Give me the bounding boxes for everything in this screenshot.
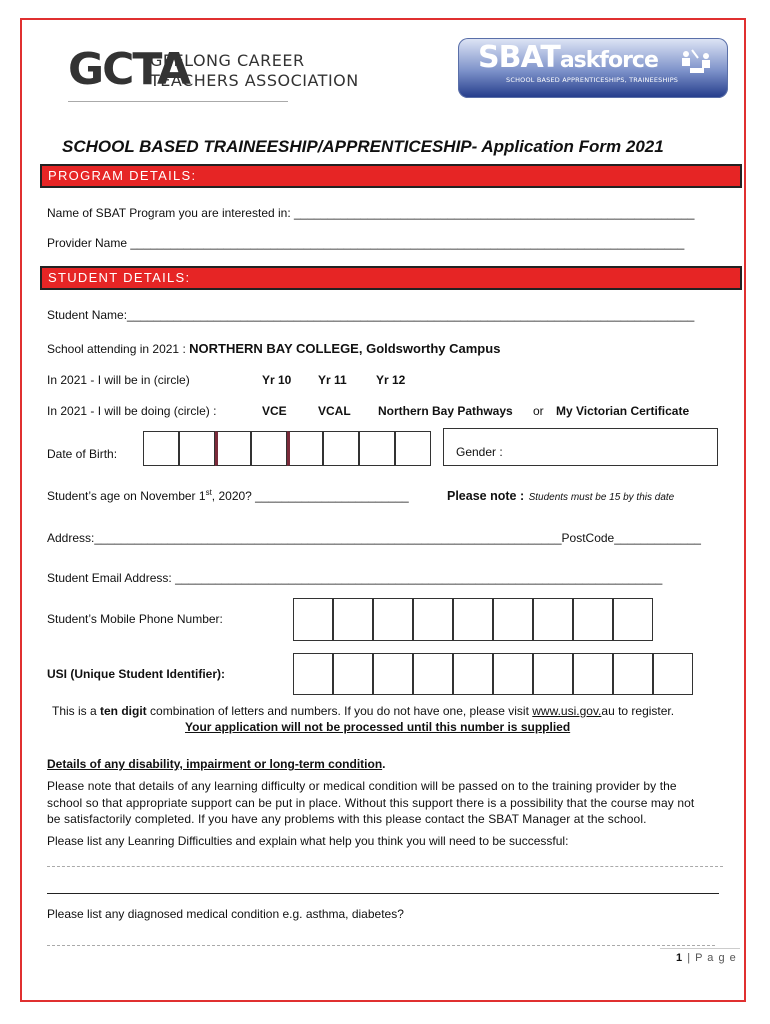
dob-box[interactable] [215,431,251,466]
gcta-logo-rule [68,101,288,102]
gender-label: Gender : [456,445,503,459]
usi-info-b: combination of letters and numbers. If you do not have one, please visit [146,704,533,718]
page-number [676,952,737,964]
year-option-10[interactable]: Yr 10 [262,373,292,387]
footer-rule [660,948,740,949]
school-label: School attending in 2021 : [47,342,190,356]
student-details-heading: STUDENT DETAILS: [40,266,742,290]
usi-box[interactable] [653,653,693,695]
learning-difficulties-label: Please list any Leanring Difficulties and explain what help you think you will need to be successful: [47,834,569,848]
disability-para-2: school so that appropriate support can be put in place. Without this support there is a possibility that the course may not [47,796,695,810]
address-field[interactable]: Address:______________________________________________________________________PostCode_____________ [47,531,701,545]
disability-heading-period: . [382,757,386,771]
provider-field[interactable]: Provider Name ___________________________________________________________________________________ [47,236,685,250]
usi-website-link[interactable]: www.usi.gov. [532,704,602,718]
age-label-b: , 2020? _______________________ [211,489,409,503]
dob-boxes[interactable] [143,431,431,466]
dob-box[interactable] [395,431,431,466]
mobile-box[interactable] [533,598,573,641]
please-note-text: Students must be 15 by this date [528,492,675,503]
doing-or: or [533,404,544,418]
mobile-box[interactable] [293,598,333,641]
mobile-boxes[interactable] [293,598,653,641]
dob-box[interactable] [251,431,287,466]
doing-option-vcal[interactable]: VCAL [318,404,351,418]
disability-heading-text: Details of any disability, impairment or long-term condition [47,757,383,771]
mobile-box[interactable] [373,598,413,641]
please-note-label: Please note : [447,489,525,503]
disability-heading [47,757,386,771]
age-field[interactable] [47,488,409,503]
sbat-program-field[interactable]: Name of SBAT Program you are interested in: ____________________________________________________________ [47,206,695,220]
doing-label: In 2021 - I will be doing (circle) : [47,404,217,418]
dob-box[interactable] [287,431,323,466]
gender-field[interactable] [443,428,718,466]
age-note [447,487,674,505]
dob-box[interactable] [359,431,395,466]
learning-answer-line-2[interactable] [47,893,719,894]
age-label-sup: st [205,488,212,497]
program-details-heading: PROGRAM DETAILS: [40,164,742,188]
usi-info-bold: ten digit [100,704,147,718]
doing-option-mvc[interactable]: My Victorian Certificate [556,404,690,418]
usi-info-c: au to register. [601,704,675,718]
medical-condition-label: Please list any diagnosed medical condition e.g. asthma, diabetes? [47,907,404,921]
gcta-logo-line2: TEACHERS ASSOCIATION [150,71,359,90]
medical-answer-line[interactable] [47,945,715,946]
sbat-logo-sub: SCHOOL BASED APPRENTICESHIPS, TRAINEESHIPS [506,76,679,84]
school-row [47,341,500,356]
mobile-box[interactable] [573,598,613,641]
email-field[interactable]: Student Email Address: _________________________________________________________________________ [47,571,663,585]
usi-box[interactable] [333,653,373,695]
page-num: 1 [676,952,684,964]
year-label: In 2021 - I will be in (circle) [47,373,190,387]
sbat-logo-a: SBAT [478,40,560,75]
disability-para-1: Please note that details of any learning difficulty or medical condition will be passed on to the training provider by the [47,779,677,793]
doing-option-nbp[interactable]: Northern Bay Pathways [378,404,513,418]
usi-info-a: This is a [52,704,101,718]
usi-info [52,704,674,718]
mobile-box[interactable] [413,598,453,641]
tools-icon [676,46,718,76]
student-name-field[interactable]: Student Name:_____________________________________________________________________________________ [47,308,695,322]
usi-box[interactable] [533,653,573,695]
usi-box[interactable] [493,653,533,695]
gcta-logo-line1: GEELONG CAREER [150,51,305,70]
usi-warning: Your application will not be processed until this number is supplied [185,720,571,734]
sbat-logo-b: askforce [559,48,658,73]
dob-box[interactable] [143,431,179,466]
mobile-box[interactable] [333,598,373,641]
mobile-label: Student’s Mobile Phone Number: [47,612,223,626]
usi-box[interactable] [453,653,493,695]
sbat-taskforce-logo [458,38,728,98]
mobile-box[interactable] [453,598,493,641]
usi-label: USI (Unique Student Identifier): [47,667,225,681]
doing-option-vce[interactable]: VCE [262,404,287,418]
disability-para-3: be satisfactorily completed. If you have any problems with this please contact the SBAT Manager at the school. [47,812,647,826]
form-title: SCHOOL BASED TRAINEESHIP/APPRENTICESHIP- Application Form 2021 [62,137,664,156]
year-option-11[interactable]: Yr 11 [318,373,347,387]
dob-label: Date of Birth: [47,447,118,461]
page-word: | P a g e [687,952,737,964]
dob-box[interactable] [179,431,215,466]
usi-boxes[interactable] [293,653,693,695]
learning-answer-line-1[interactable] [47,866,723,867]
dob-box[interactable] [323,431,359,466]
gcta-logo-mark: GCTA [68,44,190,95]
usi-box[interactable] [373,653,413,695]
mobile-box[interactable] [613,598,653,641]
usi-box[interactable] [413,653,453,695]
year-option-12[interactable]: Yr 12 [376,373,406,387]
school-value: NORTHERN BAY COLLEGE, Goldsworthy Campus [189,341,501,356]
age-label-a: Student’s age on November 1 [47,489,206,503]
mobile-box[interactable] [493,598,533,641]
usi-box[interactable] [573,653,613,695]
usi-box[interactable] [293,653,333,695]
usi-box[interactable] [613,653,653,695]
